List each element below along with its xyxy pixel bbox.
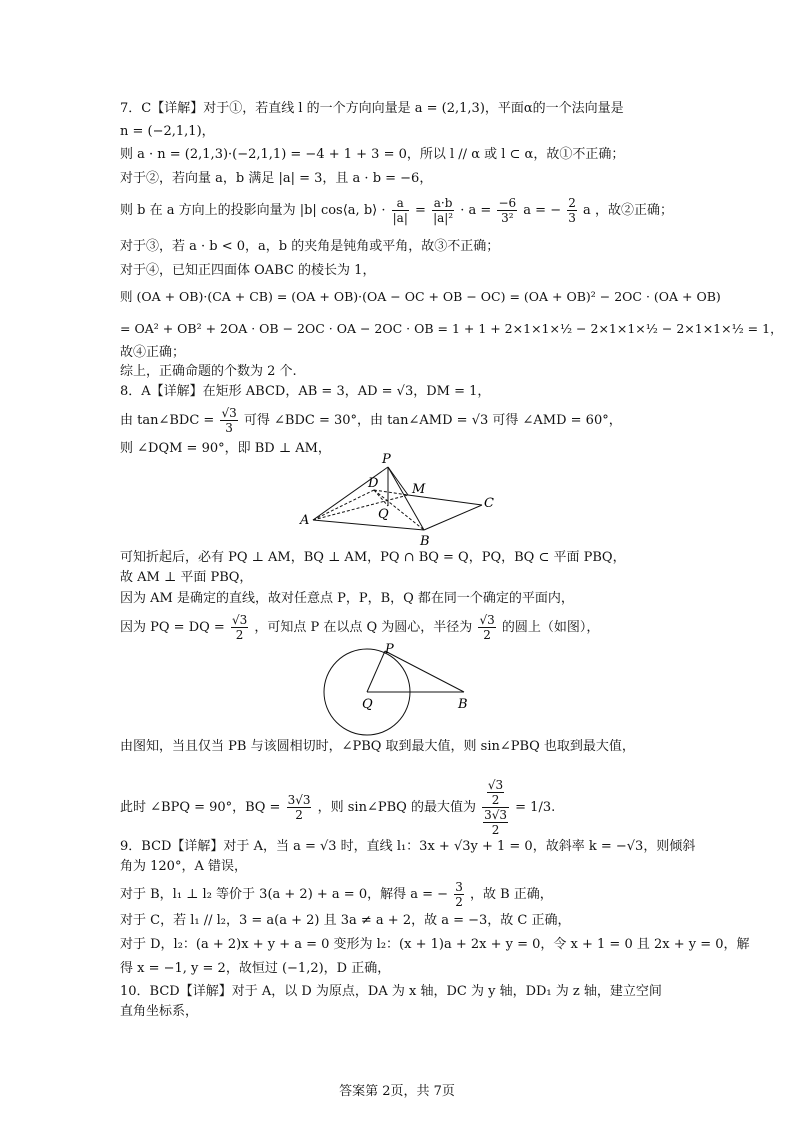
q7-projection-tail: ，故②正确； [594, 203, 673, 218]
fig2-label-P: P [385, 643, 394, 657]
q9-line-1: 9．BCD【详解】对于 A，当 a = √3 时，直线 l₁：3x + √3y + 1 = 0，故斜率 k = −√3，则倾斜 [120, 839, 696, 854]
q8-line-3: 则 ∠DQM = 90°，即 BD ⊥ AM， [120, 441, 331, 456]
q7-line-4: 对于②，若向量 a，b 满足 |a| = 3，且 a · b = −6， [120, 171, 433, 186]
q8-line-4: 可知折起后，必有 PQ ⊥ AM，BQ ⊥ AM，PQ ∩ BQ = Q，PQ，BQ ⊂ 平面 PBQ， [120, 550, 626, 565]
frac-minus6-over-9: $\frac{-6}{\text{3²}}$ [498, 196, 517, 225]
q8-line-7: 因为 PQ = DQ = $\frac{√3}{2}$ ，可知点 P 在以点 Q 为圆心，半径为 $\frac{√3}{2}$ 的圆上（如图）， [120, 613, 600, 642]
frac-pq-sqrt3-over-2: $\frac{√3}{2}$ [231, 613, 248, 642]
frac-a-over-abs-a: $\frac{a}{|a|}$ [392, 196, 408, 225]
q9-line-2: 角为 120°，A 错误， [120, 859, 247, 874]
frac-nested-ratio: $\frac{\frac{√3}{2}}{\frac{3√3}{2}}$ [484, 778, 508, 837]
fig1-label-P: P [382, 452, 391, 467]
fig1-label-B: B [420, 534, 430, 549]
frac-sqrt3-over-3: $\frac{√3}{3}$ [221, 406, 237, 435]
fig1-label-C: C [484, 496, 494, 511]
q8-line-2: 由 tan∠BDC = $\frac{√3}{3}$ 可得 ∠BDC = 30°，由 tan∠AMD = √3 可得 ∠AMD = 60°， [120, 406, 622, 435]
fig1-label-M: M [412, 482, 426, 497]
q8-line-8: 由图知，当且仅当 PB 与该圆相切时，∠PBQ 取到最大值，则 sin∠PBQ 也取到最大值， [120, 739, 635, 754]
q7-line-8: 则 (OA + OB)·(CA + CB) = (OA + OB)·(OA − OC + OB − OC) = (OA + OB)² − 2OC · (OA + OB) [120, 289, 721, 304]
q7-line-11: 综上，正确命题的个数为 2 个. [120, 364, 297, 379]
q7-line-3: 则 a · n = (2,1,3)·(−2,1,1) = −4 + 1 + 3 = 0，所以 l // α 或 l ⊂ α，故①不正确； [120, 147, 625, 162]
folded-pyramid-figure [296, 450, 506, 550]
circle-tangent-figure [318, 643, 488, 739]
frac-3-over-2: $\frac{3}{2}$ [455, 880, 463, 909]
q8-line-6: 因为 AM 是确定的直线，故对任意点 P，P，B，Q 都在同一个确定的平面内， [120, 591, 574, 606]
q7-line-1: 7．C【详解】对于①，若直线 l 的一个方向向量是 a = (2,1,3)，平面α的一个法向量是 [120, 101, 624, 116]
fig2-label-B: B [458, 697, 468, 712]
q9-line-6: 得 x = −1, y = 2，故恒过 (−1,2)，D 正确， [120, 961, 391, 976]
fig2-label-Q: Q [362, 697, 373, 712]
q10-line-2: 直角坐标系， [120, 1004, 199, 1019]
q9-line-4: 对于 C，若 l₁ // l₂，3 = a(a + 2) 且 3a ≠ a + 2，故 a = −3，故 C 正确， [120, 913, 571, 928]
q7-line-10: 故④正确； [120, 345, 186, 360]
frac-ab-over-abs-a-sq: $\frac{a\cdot b}{\text{|a|²}}$ [433, 196, 454, 225]
q7-line-6: 对于③，若 a · b < 0，a，b 的夹角是钝角或平角，故③不正确； [120, 239, 500, 254]
frac-2-over-3: $\frac{2}{3}$ [568, 196, 576, 225]
q8-line-1: 8．A【详解】在矩形 ABCD，AB = 3，AD = √3，DM = 1， [120, 384, 491, 399]
q9-line-5: 对于 D，l₂：(a + 2)x + y + a = 0 变形为 l₂：(x + 1)a + 2x + y = 0，令 x + 1 = 0 且 2x + y = 0，解 [120, 937, 750, 952]
q9-line-3: 对于 B，l₁ ⊥ l₂ 等价于 3(a + 2) + a = 0，解得 a = − $\frac{3}{2}$ ，故 B 正确， [120, 880, 553, 909]
q7-projection-lead: 则 b 在 a 方向上的投影向量为 |b| cos⟨a, b⟩ · [120, 203, 386, 218]
q7-line-9: = OA² + OB² + 2OA · OB − 2OC · OA − 2OC · OB = 1 + 1 + 2×1×1×½ − 2×1×1×½ − 2×1×1×½ = 1， [120, 321, 783, 336]
q8-line-5: 故 AM ⊥ 平面 PBQ， [120, 570, 253, 585]
page-footer: 答案第 2页，共 7页 [339, 1084, 455, 1099]
q7-line-5: 则 b 在 a 方向上的投影向量为 |b| cos⟨a, b⟩ · $\frac{a}{|a|}$ = $\frac{a\cdot b}{\text{|a|²}}$ · a = $\frac{-6}{\text{3²}}$ a = − $\frac{2}{3}$ a ，故②正确； [120, 196, 673, 225]
fig1-label-D: D [368, 476, 379, 491]
fig1-label-Q: Q [378, 507, 389, 522]
q8-line-9: 此时 ∠BPQ = 90°，BQ = $\frac{3√3}{2}$ ，则 sin∠PBQ 的最大值为 $\frac{\frac{√3}{2}}{\frac{3√3}{2}}$ = 1/3. [120, 778, 556, 837]
frac-radius-sqrt3-over-2: $\frac{√3}{2}$ [479, 613, 495, 642]
q7-line-7: 对于④，已知正四面体 OABC 的棱长为 1， [120, 263, 376, 278]
frac-3sqrt3-over-2: $\frac{3√3}{2}$ [287, 793, 311, 822]
q10-line-1: 10．BCD【详解】对于 A，以 D 为原点，DA 为 x 轴，DC 为 y 轴，DD₁ 为 z 轴，建立空间 [120, 984, 662, 999]
fig1-label-A: A [300, 513, 310, 528]
q7-line-2: n = (−2,1,1)， [120, 124, 215, 139]
